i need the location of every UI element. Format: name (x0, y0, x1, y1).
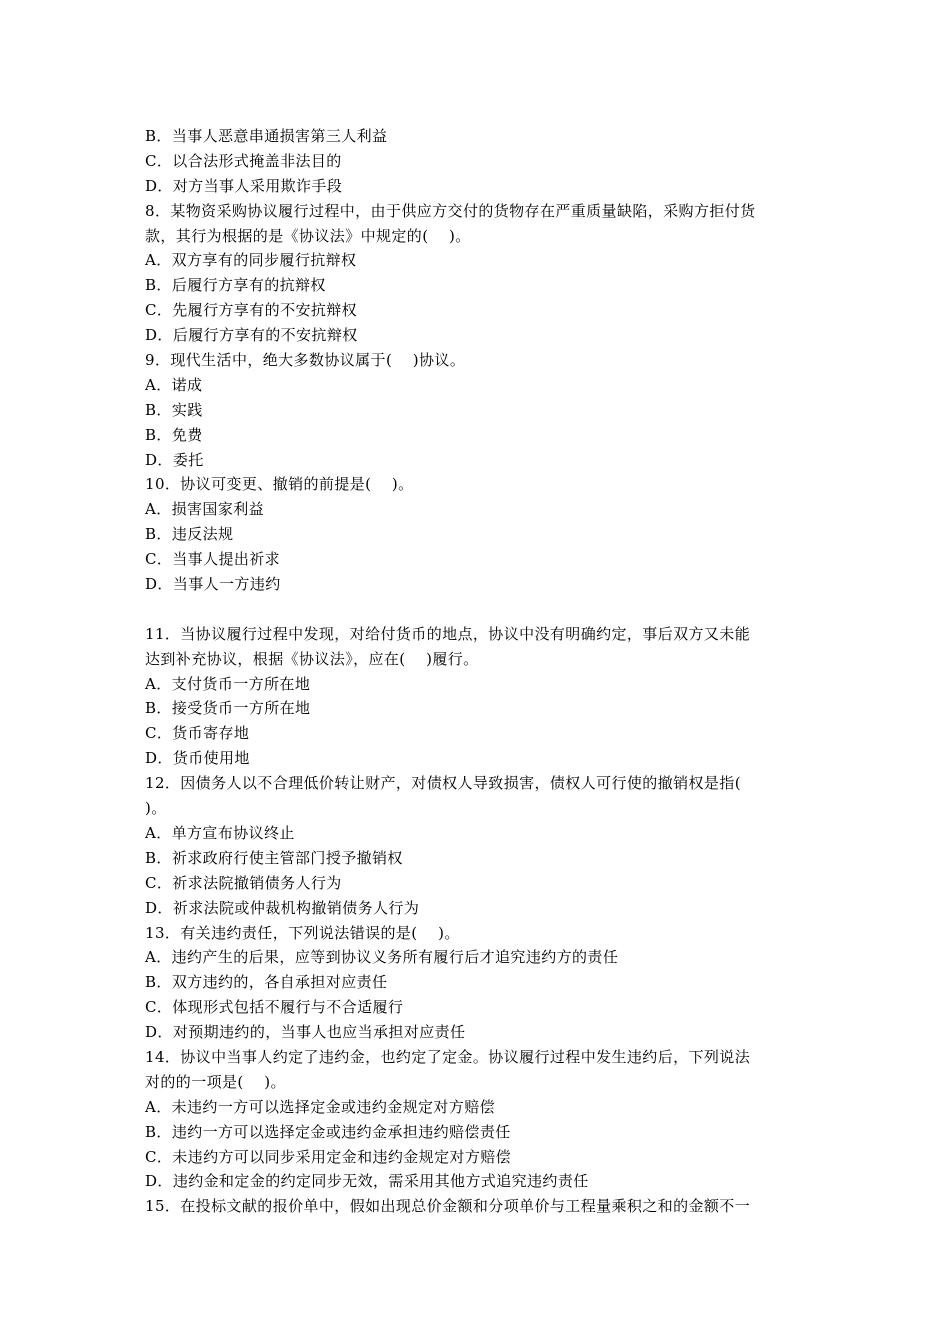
question-14-text: 14．协议中当事人约定了违约金，也约定了定金。协议履行过程中发生违约后，下列说法 (145, 1047, 751, 1066)
text-line: B．后履行方享有的抗辩权 (145, 276, 326, 295)
question-12-text-cont: )。 (145, 799, 167, 818)
question-9-text: 9．现代生活中，绝大多数协议属于( )协议。 (145, 351, 466, 370)
question-8-text-cont: 款，其行为根据的是《协议法》中规定的( )。 (145, 226, 471, 245)
text-line: B．免费 (145, 425, 203, 444)
question-15-text: 15．在投标文献的报价单中，假如出现总价金额和分项单价与工程量乘积之和的金额不一 (145, 1197, 751, 1216)
text-line: B．违约一方可以选择定金或违约金承担违约赔偿责任 (145, 1122, 511, 1141)
text-line: A．双方享有的同步履行抗辩权 (145, 251, 357, 270)
text-line: A．未违约一方可以选择定金或违约金规定对方赔偿 (145, 1097, 496, 1116)
question-14-text-cont: 对的的一项是( )。 (145, 1072, 286, 1091)
text-line: D．违约金和定金的约定同步无效，需采用其他方式追究违约责任 (145, 1172, 589, 1191)
text-line: A．单方宣布协议终止 (145, 823, 295, 842)
question-11-text: 11．当协议履行过程中发现，对给付货币的地点，协议中没有明确约定，事后双方又未能 (145, 624, 751, 643)
text-line: C．未违约方可以同步采用定金和违约金规定对方赔偿 (145, 1147, 512, 1166)
text-line: D．对预期违约的，当事人也应当承担对应责任 (145, 1023, 466, 1042)
question-8-text: 8．某物资采购协议履行过程中，由于供应方交付的货物存在严重质量缺陷，采购方拒付货 (145, 201, 756, 220)
text-line: A．损害国家利益 (145, 500, 265, 519)
text-line: B．实践 (145, 400, 203, 419)
question-12-text: 12．因债务人以不合理低价转让财产，对债权人导致损害，债权人可行使的撤销权是指( (145, 774, 741, 793)
question-13-text: 13．有关违约责任，下列说法错误的是( )。 (145, 923, 460, 942)
document-page (145, 124, 810, 1219)
blank-line (145, 597, 810, 622)
text-line: C．当事人提出祈求 (145, 550, 281, 569)
text-line: C．体现形式包括不履行与不合适履行 (145, 998, 404, 1017)
text-line: C．货币寄存地 (145, 724, 250, 743)
text-line: A．支付货币一方所在地 (145, 674, 311, 693)
text-line: C．以合法形式掩盖非法目的 (145, 151, 342, 170)
question-11-text-cont: 达到补充协议，根据《协议法》，应在( )履行。 (145, 649, 479, 668)
text-line: B．当事人恶意串通损害第三人利益 (145, 127, 388, 145)
text-line: A．违约产生的后果，应等到协议义务所有履行后才追究违约方的责任 (145, 948, 619, 967)
text-line: B．双方违约的，各自承担对应责任 (145, 973, 388, 992)
text-line: C．先履行方享有的不安抗辩权 (145, 301, 358, 320)
text-line: D．后履行方享有的不安抗辩权 (145, 326, 358, 345)
text-line: D．当事人一方违约 (145, 575, 281, 594)
text-line: D．货币使用地 (145, 749, 250, 768)
text-line: B．祈求政府行使主管部门授予撤销权 (145, 848, 403, 867)
text-line: D．祈求法院或仲裁机构撤销债务人行为 (145, 898, 420, 917)
text-line: A．诺成 (145, 375, 203, 394)
text-line: D．对方当事人采用欺诈手段 (145, 176, 343, 195)
text-line: B．接受货币一方所在地 (145, 699, 311, 718)
text-line: B．违反法规 (145, 525, 234, 544)
text-line: D．委托 (145, 450, 204, 469)
question-10-text: 10．协议可变更、撤销的前提是( )。 (145, 475, 414, 494)
text-line: C．祈求法院撤销债务人行为 (145, 873, 342, 892)
